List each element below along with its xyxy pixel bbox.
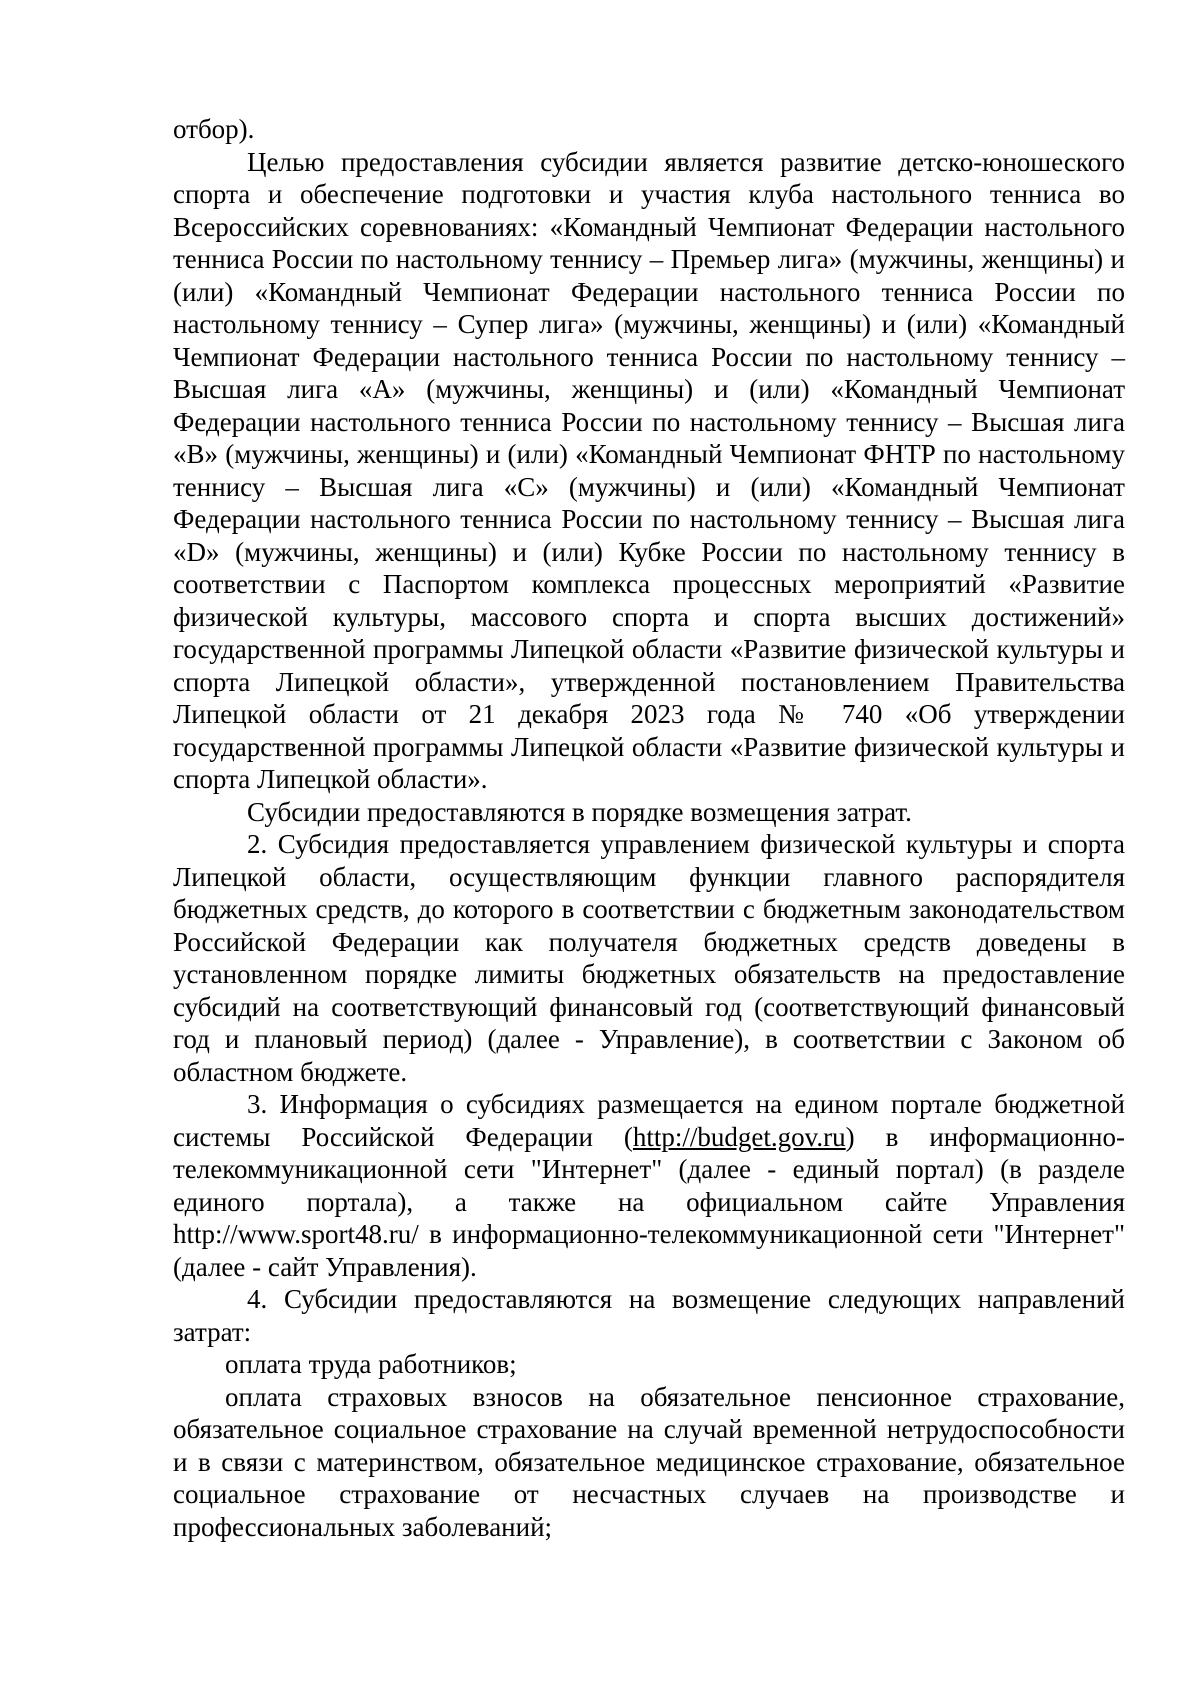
list-item-wages: оплата труда работников; — [225, 1349, 517, 1379]
paragraph-item-2: 2. Субсидия предоставляется управлением физической культуры и спорта Липецкой области, осуществляющим функции главного распорядителя бюджетных средств, до которого в соответствии с бюджетным законодательством Российской Федерации как получателя бюджетных средств доведены в установленном порядке лимиты бюджетных обязательств на предоставление субсидий на соответствующий финансовый год (соответствующий финансовый год и плановый период) (далее - Управление), в соответствии с Законом об областном бюджете. — [173, 829, 1125, 1087]
paragraph-item-4: 4. Субсидии предоставляются на возмещение следующих направлений затрат: — [173, 1284, 1125, 1347]
paragraph-item-3-text-start: 3. Информация о субсидиях размещается на едином портале бюджетной системы Российской Федерации ( — [173, 1089, 1125, 1152]
paragraph-reimbursement: Субсидии предоставляются в порядке возмещения затрат. — [247, 796, 912, 827]
list-item-insurance: оплата страховых взносов на обязательное пенсионное страхование, обязательное социальное страхование на случай временной нетрудоспособности и в связи с материнством, обязательное медицинское страхование, обязательное социальное страхование от несчастных случаев на производстве и профессиональных заболеваний; — [173, 1381, 1125, 1542]
paragraph-purpose: Целью предоставления субсидии является развитие детско-юношеского спорта и обеспечение подготовки и участия клуба настольного тенниса во Всероссийских соревнованиях: «Командный Чемпионат Федерации настольного тенниса России по настольному теннису – Премьер лига» (мужчины, женщины) и (или) «Командный Чемпионат Федерации настольного тенниса России по настольному теннису – Супер лига» (мужчины, женщины) и (или) «Командный Чемпионат Федерации настольного тенниса России по настольному теннису – Высшая лига «А» (мужчины, женщины) и (или) «Командный Чемпионат Федерации настольного тенниса России по настольному теннису – Высшая лига «В» (мужчины, женщины) и (или) «Командный Чемпионат ФНТР по настольному теннису – Высшая лига «С» (мужчины) и (или) «Командный Чемпионат Федерации настольного тенниса России по настольному теннису – Высшая лига «D» (мужчины, женщины) и (или) Кубке России по настольному теннису в соответствии с Паспортом комплекса процессных мероприятий «Развитие физической культуры, массового спорта и спорта высших достижений» государственной программы Липецкой области «Развитие физической культуры и спорта Липецкой области», утвержденной постановлением Правительства Липецкой области от 21 декабря 2023 года № 740 «Об утверждении государственной программы Липецкой области «Развитие физической культуры и спорта Липецкой области». — [173, 146, 1125, 794]
paragraph-continuation: отбор). — [173, 114, 255, 144]
paragraph-item-3 — [173, 1088, 1125, 1283]
budget-portal-link[interactable]: http://budget.gov.ru — [632, 1121, 846, 1152]
document-page — [173, 113, 1125, 1543]
paragraph-item-3-text-end: ) в информационно-телекоммуникационной сети "Интернет" (далее - единый портал) (в разделе единого портала), а также на официальном сайте Управления http://www.sport48.ru/ в информационно-телекоммуникационной сети "Интернет" (далее - сайт Управления). — [173, 1121, 1125, 1282]
